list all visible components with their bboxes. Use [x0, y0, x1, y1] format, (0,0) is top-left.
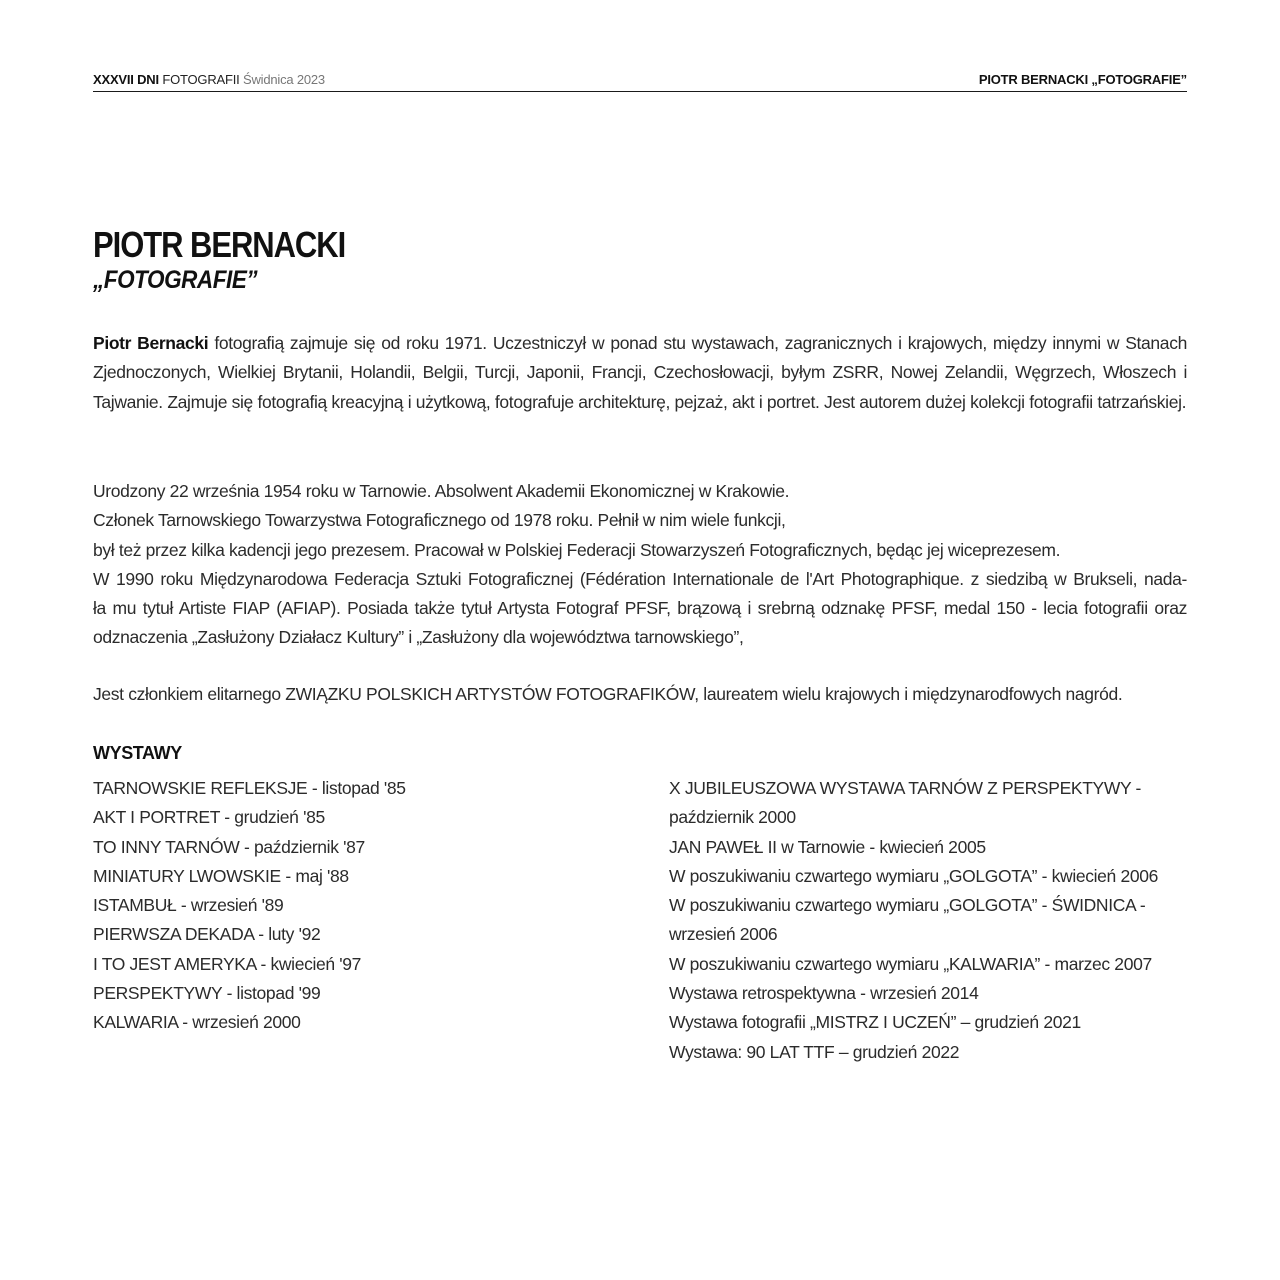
- bio-line: ła mu tytuł Artiste FIAP (AFIAP). Posiada także tytuł Artysta Fotograf PFSF, brązową i srebrną odznakę PFSF, medal 150 - lecia fotografii oraz: [93, 598, 1187, 619]
- exhibition-item: I TO JEST AMERYKA - kwiecień '97: [93, 953, 362, 974]
- bio-line: W 1990 roku Międzynarodowa Federacja Sztuki Fotograficznej (Fédération Internationale de l'Art Photographique. z siedzibą w Brukseli, nada-: [93, 568, 1187, 589]
- header-event-name: FOTOGRAFII: [162, 72, 240, 87]
- exhibition-item: KALWARIA - wrzesień 2000: [93, 1012, 301, 1033]
- exhibition-item: TARNOWSKIE REFLEKSJE - listopad '85: [93, 778, 406, 798]
- exhibition-item: JAN PAWEŁ II w Tarnowie - kwiecień 2005: [669, 836, 986, 857]
- page-title: PIOTR BERNACKI: [93, 224, 346, 265]
- running-header: [93, 71, 1187, 92]
- header-event-title: [93, 71, 325, 89]
- bio-line: Członek Tarnowskiego Towarzystwa Fotograficznego od 1978 roku. Pełnił w nim wiele funkcji,: [93, 510, 786, 531]
- exhibitions-list-left: [93, 774, 633, 1038]
- exhibition-item: Wystawa retrospektywna - wrzesień 2014: [669, 983, 979, 1004]
- header-exhibition-title: PIOTR BERNACKI „FOTOGRAFIE”: [978, 72, 1187, 87]
- page-subtitle: „FOTOGRAFIE”: [93, 266, 258, 294]
- exhibition-item: X JUBILEUSZOWA WYSTAWA TARNÓW Z PERSPEKTYWY -: [669, 778, 1142, 798]
- exhibitions-list-right: [669, 774, 1187, 1067]
- bio-line: odznaczenia „Zasłużony Działacz Kultury” i „Zasłużony dla województwa tarnowskiego”,: [93, 627, 744, 648]
- exhibition-item: MINIATURY LWOWSKIE - maj '88: [93, 865, 349, 886]
- exhibition-item: PERSPEKTYWY - listopad '99: [93, 983, 321, 1004]
- exhibition-item: W poszukiwaniu czwartego wymiaru „GOLGOTA” - kwiecień 2006: [669, 865, 1158, 886]
- exhibition-item: W poszukiwaniu czwartego wymiaru „GOLGOTA” - ŚWIDNICA -: [669, 895, 1146, 916]
- bio-line: był też przez kilka kadencji jego prezesem. Pracował w Polskiej Federacji Stowarzyszeń Fotograficznych, będąc jej wiceprezesem.: [93, 539, 1061, 560]
- exhibition-item: Wystawa: 90 LAT TTF – grudzień 2022: [669, 1041, 960, 1062]
- exhibition-item: wrzesień 2006: [669, 924, 778, 945]
- exhibition-item: październik 2000: [669, 807, 796, 828]
- bio-line: Urodzony 22 września 1954 roku w Tarnowie. Absolwent Akademii Ekonomicznej w Krakowie.: [93, 481, 790, 501]
- exhibition-item: PIERWSZA DEKADA - luty '92: [93, 924, 321, 945]
- bio-paragraph-1-text: fotografią zajmuje się od roku 1971. Uczestniczył w ponad stu wystawach, zagranicznych i krajowych, między innymi w Stanach Zjednoczonych, Wielkiej Brytanii, Holandii, Belgii, Turcji, Japonii, Francji, Czechosłowacji, byłym ZSRR, Nowej Zelandii, Węgrzech, Włoszech i Tajwanie. Zajmuje się fotografią kreacyjną i użytkową, fotografuje architekturę, pejzaż, akt i portret. Jest autorem dużej kolekcji fotografii tatrzańskiej.: [93, 333, 1187, 412]
- header-event-place-year: Świdnica 2023: [242, 72, 325, 87]
- title-block: [93, 225, 386, 295]
- exhibition-item: Wystawa fotografii „MISTRZ I UCZEŃ” – grudzień 2021: [669, 1012, 1081, 1033]
- exhibition-item: ISTAMBUŁ - wrzesień '89: [93, 895, 284, 916]
- document-page: [93, 0, 1187, 1280]
- bio-paragraph-2: [93, 477, 1187, 653]
- exhibition-item: TO INNY TARNÓW - październik '87: [93, 836, 365, 857]
- header-event-number: XXXVII DNI: [93, 72, 159, 87]
- exhibitions-heading: WYSTAWY: [93, 743, 182, 763]
- exhibition-item: W poszukiwaniu czwartego wymiaru „KALWARIA” - marzec 2007: [669, 953, 1152, 974]
- exhibition-item: AKT I PORTRET - grudzień '85: [93, 807, 325, 828]
- bio-paragraph-1: [93, 329, 1187, 417]
- bio-author-name: Piotr Bernacki: [93, 333, 209, 353]
- bio-paragraph-3: Jest członkiem elitarnego ZWIĄZKU POLSKICH ARTYSTÓW FOTOGRAFIKÓW, laureatem wielu krajowych i międzynarodfowych nagród.: [93, 684, 1123, 704]
